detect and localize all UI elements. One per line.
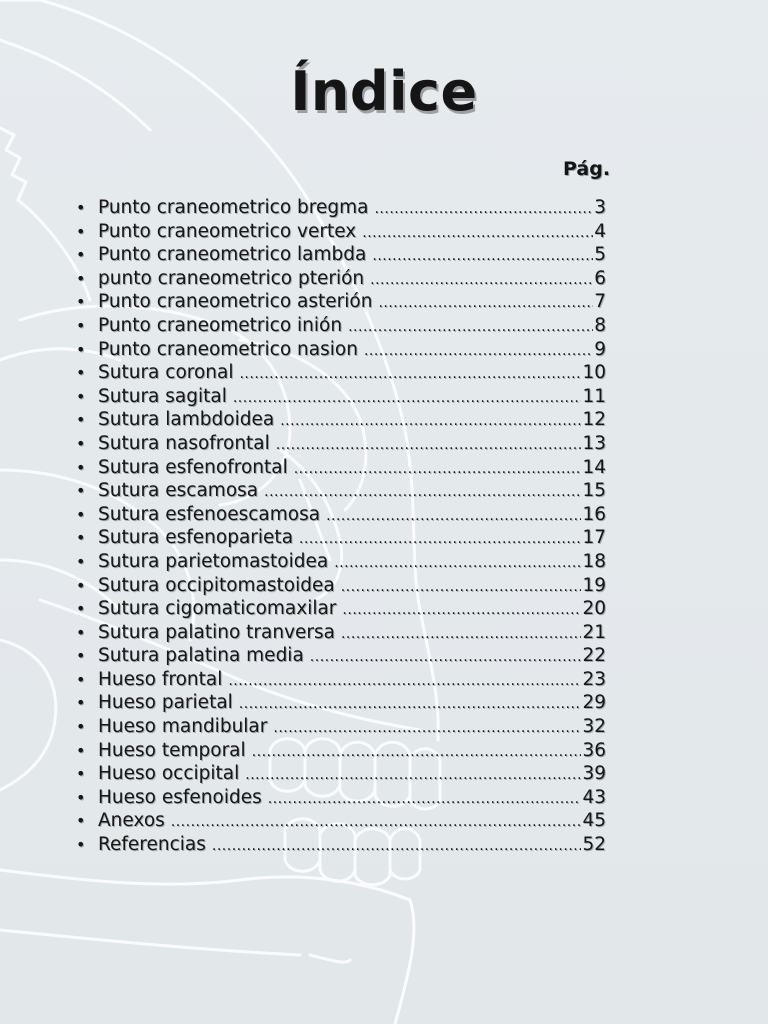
- bullet-icon: •: [76, 693, 86, 713]
- dot-leader: [273, 717, 581, 741]
- entry-page-number: 43: [582, 786, 606, 808]
- list-item[interactable]: [76, 786, 616, 810]
- entry-page-number: 10: [582, 362, 606, 384]
- list-item[interactable]: [76, 408, 616, 432]
- entry-page-number: 32: [582, 716, 606, 738]
- entry-page-number: 4: [594, 220, 606, 242]
- entry-page-number: 15: [582, 480, 606, 502]
- bullet-icon: •: [76, 363, 86, 383]
- dot-leader: [239, 363, 581, 387]
- bullet-icon: •: [76, 504, 86, 524]
- entry-page-number: 6: [594, 267, 606, 289]
- bullet-icon: •: [76, 268, 86, 288]
- bullet-icon: •: [76, 528, 86, 548]
- entry-title: Sutura escamosa: [98, 480, 259, 502]
- entry-title: punto craneometrico pterión: [98, 267, 365, 289]
- entry-title: Punto craneometrico bregma: [98, 197, 369, 218]
- bullet-icon: •: [76, 811, 86, 831]
- list-item[interactable]: [76, 715, 616, 739]
- dot-leader: [370, 269, 593, 293]
- entry-page-number: 12: [582, 409, 606, 431]
- list-item[interactable]: [76, 196, 616, 220]
- entry-page-number: 18: [582, 550, 606, 572]
- entry-page-number: 17: [582, 527, 606, 549]
- entry-page-number: 19: [582, 574, 606, 596]
- list-item[interactable]: [76, 809, 616, 833]
- bullet-icon: •: [76, 339, 86, 359]
- entry-page-number: 13: [582, 432, 606, 454]
- list-item[interactable]: [76, 526, 616, 550]
- entry-title: Sutura esfenoparieta: [98, 527, 294, 549]
- dot-leader: [299, 528, 581, 552]
- entry-page-number: 14: [582, 456, 606, 478]
- entry-title: Sutura nasofrontal: [98, 432, 270, 454]
- list-item[interactable]: [76, 432, 616, 456]
- entry-page-number: 11: [582, 385, 606, 407]
- entry-page-number: 9: [594, 338, 606, 360]
- dot-leader: [252, 741, 582, 765]
- entry-title: Anexos: [98, 810, 165, 832]
- bullet-icon: •: [76, 599, 86, 619]
- dot-leader: [310, 646, 582, 670]
- entry-title: Sutura occipitomastoidea: [98, 574, 335, 596]
- dot-leader: [212, 835, 582, 859]
- entry-page-number: 52: [582, 834, 606, 856]
- dot-leader: [341, 623, 581, 647]
- entry-page-number: 45: [582, 810, 606, 832]
- list-item[interactable]: [76, 644, 616, 668]
- list-item[interactable]: [76, 762, 616, 786]
- list-item[interactable]: [76, 290, 616, 314]
- page-column-label: Pág.: [563, 158, 611, 180]
- dot-leader: [239, 693, 582, 717]
- bullet-icon: •: [76, 481, 86, 501]
- entry-title: Sutura esfenoescamosa: [98, 503, 321, 525]
- entry-title: Hueso temporal: [98, 739, 246, 761]
- entry-title: Hueso parietal: [98, 692, 233, 714]
- entry-title: Punto craneometrico vertex: [98, 220, 357, 242]
- bullet-icon: •: [76, 622, 86, 642]
- bullet-icon: •: [76, 386, 86, 406]
- dot-leader: [364, 340, 593, 364]
- dot-leader: [374, 198, 593, 222]
- bullet-icon: •: [76, 221, 86, 241]
- dot-leader: [264, 481, 581, 505]
- table-of-contents: [76, 196, 616, 857]
- dot-leader: [342, 599, 581, 623]
- dot-leader: [245, 764, 581, 788]
- bullet-icon: •: [76, 575, 86, 595]
- bullet-icon: •: [76, 646, 86, 666]
- entry-title: Sutura sagital: [98, 385, 227, 407]
- bullet-icon: •: [76, 764, 86, 784]
- bullet-icon: •: [76, 457, 86, 477]
- list-item[interactable]: [76, 833, 616, 857]
- entry-page-number: 29: [582, 692, 606, 714]
- entry-title: Punto craneometrico asterión: [98, 291, 373, 313]
- entry-title: Sutura palatina media: [98, 645, 304, 667]
- dot-leader: [294, 458, 582, 482]
- entry-title: Sutura esfenofrontal: [98, 456, 288, 478]
- list-item[interactable]: [76, 597, 616, 621]
- list-item[interactable]: [76, 314, 616, 338]
- entry-title: Hueso esfenoides: [98, 786, 262, 808]
- list-item[interactable]: [76, 739, 616, 763]
- list-item[interactable]: [76, 621, 616, 645]
- bullet-icon: •: [76, 787, 86, 807]
- dot-leader: [228, 670, 581, 694]
- bullet-icon: •: [76, 717, 86, 737]
- entry-page-number: 22: [582, 645, 606, 667]
- entry-title: Sutura palatino tranversa: [98, 621, 335, 643]
- entry-title: Hueso occipital: [98, 763, 240, 785]
- list-item[interactable]: [76, 503, 616, 527]
- bullet-icon: •: [76, 245, 86, 265]
- list-item[interactable]: [76, 243, 616, 267]
- bullet-icon: •: [76, 315, 86, 335]
- entry-title: Hueso frontal: [98, 668, 223, 690]
- list-item[interactable]: [76, 267, 616, 291]
- page-title: Índice: [290, 60, 478, 123]
- list-item[interactable]: [76, 361, 616, 385]
- bullet-icon: •: [76, 669, 86, 689]
- dot-leader: [378, 292, 593, 316]
- list-item[interactable]: [76, 668, 616, 692]
- dot-leader: [326, 505, 581, 529]
- entry-page-number: 5: [594, 244, 606, 266]
- dot-leader: [280, 410, 581, 434]
- entry-title: Punto craneometrico lambda: [98, 244, 367, 266]
- entry-page-number: 3: [594, 197, 606, 218]
- bullet-icon: •: [76, 198, 86, 217]
- entry-page-number: 36: [582, 739, 606, 761]
- entry-title: Sutura lambdoidea: [98, 409, 275, 431]
- entry-page-number: 21: [582, 621, 606, 643]
- dot-leader: [334, 552, 581, 576]
- entry-title: Hueso mandibular: [98, 716, 268, 738]
- dot-leader: [233, 387, 582, 411]
- entry-page-number: 16: [582, 503, 606, 525]
- list-item[interactable]: [76, 691, 616, 715]
- entry-page-number: 39: [582, 763, 606, 785]
- entry-title: Sutura cigomaticomaxilar: [98, 598, 337, 620]
- bullet-icon: •: [76, 433, 86, 453]
- entry-page-number: 23: [582, 668, 606, 690]
- bullet-icon: •: [76, 740, 86, 760]
- entry-title: Punto craneometrico inión: [98, 314, 343, 336]
- bullet-icon: •: [76, 410, 86, 430]
- dot-leader: [171, 811, 582, 835]
- list-item[interactable]: [76, 338, 616, 362]
- list-item[interactable]: [76, 550, 616, 574]
- dot-leader: [268, 788, 582, 812]
- entry-title: Punto craneometrico nasion: [98, 338, 358, 360]
- entry-page-number: 7: [594, 291, 606, 313]
- dot-leader: [276, 434, 582, 458]
- list-item[interactable]: [76, 220, 616, 244]
- bullet-icon: •: [76, 835, 86, 855]
- bullet-icon: •: [76, 292, 86, 312]
- list-item[interactable]: [76, 456, 616, 480]
- dot-leader: [341, 576, 582, 600]
- dot-leader: [372, 245, 593, 269]
- entry-title: Referencias: [98, 834, 206, 856]
- bullet-icon: •: [76, 551, 86, 571]
- dot-leader: [362, 222, 593, 246]
- entry-title: Sutura coronal: [98, 362, 234, 384]
- dot-leader: [348, 316, 593, 340]
- list-item[interactable]: [76, 574, 616, 598]
- entry-title: Sutura parietomastoidea: [98, 550, 329, 572]
- list-item[interactable]: [76, 479, 616, 503]
- entry-page-number: 8: [594, 314, 606, 336]
- list-item[interactable]: [76, 385, 616, 409]
- entry-page-number: 20: [582, 598, 606, 620]
